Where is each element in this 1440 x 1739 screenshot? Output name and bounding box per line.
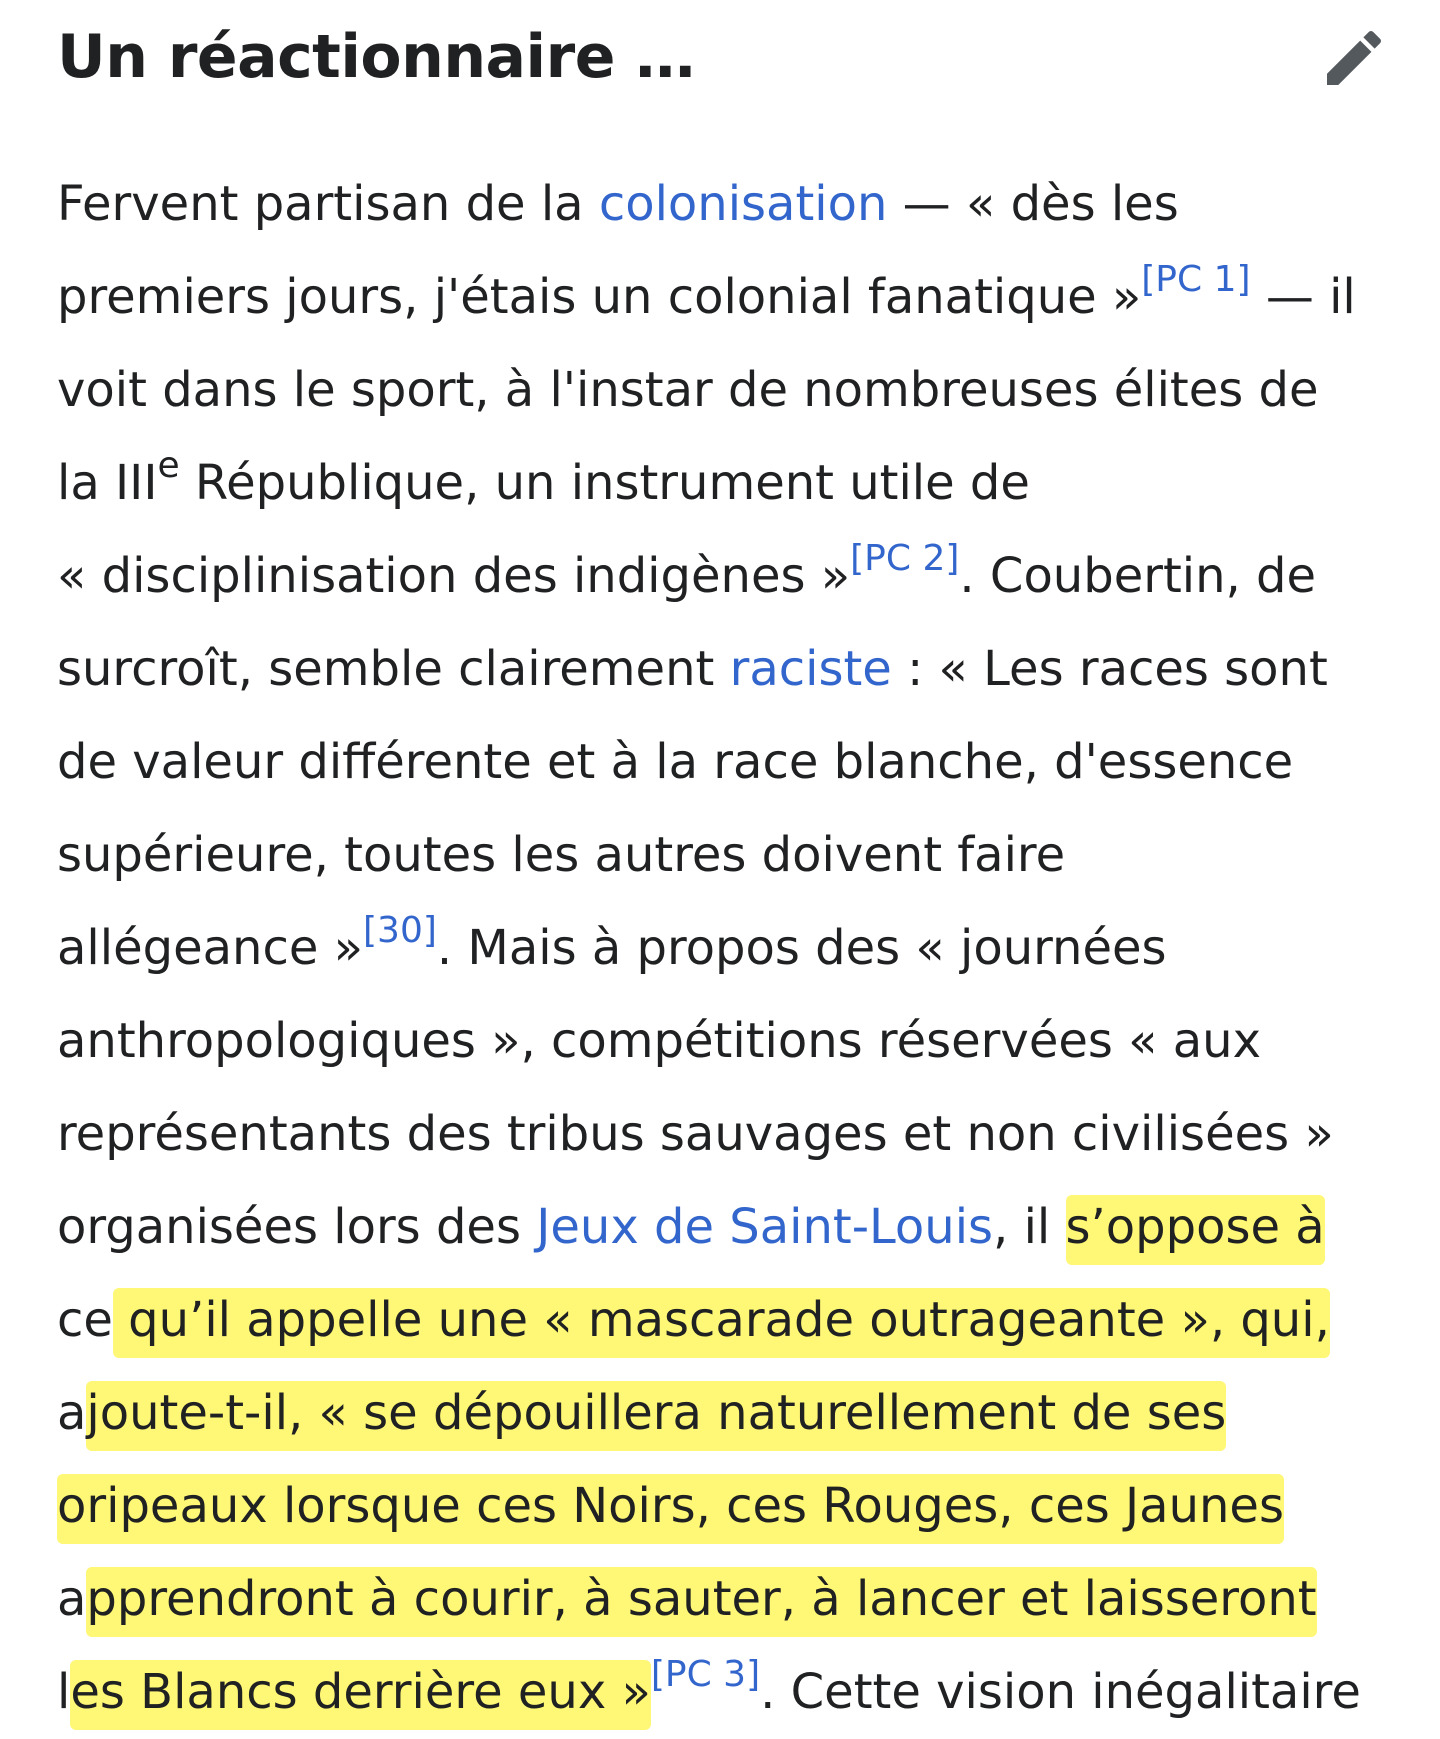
reference-link[interactable]: [PC 1] xyxy=(1141,259,1251,300)
text: « disciplinisation des indigènes » xyxy=(57,548,851,604)
text-line: voit dans le sport, à l'instar de nombreuses élites de xyxy=(57,362,1319,418)
text: la III xyxy=(57,455,158,511)
text-line xyxy=(57,437,1437,530)
reference-pc1[interactable] xyxy=(1141,259,1250,300)
text-line xyxy=(57,1274,1437,1367)
text-line xyxy=(57,1646,1437,1739)
text: . Coubertin, de xyxy=(959,548,1317,604)
text: ce xyxy=(57,1292,113,1348)
text-line xyxy=(57,1460,1437,1553)
text: , il xyxy=(993,1199,1066,1255)
text: . Cette vision inégalitaire xyxy=(760,1664,1361,1720)
reference-pc2[interactable] xyxy=(850,538,959,579)
reference-30[interactable] xyxy=(363,910,437,951)
text-line: anthropologiques », compétitions réservées « aux xyxy=(57,1013,1262,1069)
text: Fervent partisan de la xyxy=(57,176,599,232)
link-raciste[interactable]: raciste xyxy=(729,641,892,697)
text: . Mais à propos des « journées xyxy=(436,920,1167,976)
text: organisées lors des xyxy=(57,1199,537,1255)
text-line: supérieure, toutes les autres doivent faire xyxy=(57,827,1066,883)
text: allégeance » xyxy=(57,920,363,976)
edit-section-button[interactable] xyxy=(1318,22,1390,94)
text: — il xyxy=(1250,269,1356,325)
highlighted-text: qu’il appelle une « mascarade outrageante », qui, xyxy=(113,1288,1330,1358)
highlighted-text: oripeaux lorsque ces Noirs, ces Rouges, ces Jaunes xyxy=(57,1474,1284,1544)
text: l xyxy=(57,1664,71,1720)
text-line: représentants des tribus sauvages et non civilisées » xyxy=(57,1106,1334,1162)
link-jeux-de-saint-louis[interactable]: Jeux de Saint-Louis xyxy=(536,1199,994,1255)
link-colonisation[interactable]: colonisation xyxy=(598,176,888,232)
text-line xyxy=(57,251,1437,344)
reference-pc3[interactable] xyxy=(651,1654,760,1695)
superscript-e: e xyxy=(157,445,180,486)
reference-link[interactable]: [PC 2] xyxy=(850,538,960,579)
highlighted-text: s’oppose à xyxy=(1066,1195,1325,1265)
text-line xyxy=(57,1367,1437,1460)
text: a xyxy=(57,1571,87,1627)
section-heading xyxy=(57,18,1317,98)
reference-link[interactable]: [PC 3] xyxy=(650,1654,761,1695)
section-title: Un réactionnaire … xyxy=(57,22,695,92)
text-line xyxy=(57,1181,1437,1274)
text: — « dès les xyxy=(887,176,1179,232)
text: République, un instrument utile de xyxy=(179,455,1030,511)
highlighted-text: es Blancs derrière eux » xyxy=(70,1660,651,1730)
highlighted-text: joute-t-il, « se dépouillera naturellement de ses xyxy=(86,1381,1226,1451)
text-line: de valeur différente et à la race blanche, d'essence xyxy=(57,734,1294,790)
text-line xyxy=(57,623,1437,716)
text: : « Les races sont xyxy=(891,641,1328,697)
article-paragraph xyxy=(57,158,1437,1739)
text-line xyxy=(57,530,1437,623)
reference-link[interactable]: [30] xyxy=(363,910,437,951)
pencil-icon xyxy=(1318,22,1390,94)
text: a xyxy=(57,1385,87,1441)
highlighted-text: pprendront à courir, à sauter, à lancer et laisseront xyxy=(86,1567,1316,1637)
text-line xyxy=(57,902,1437,995)
text-line xyxy=(57,1553,1437,1646)
text: surcroît, semble clairement xyxy=(57,641,730,697)
text-line xyxy=(57,158,1437,251)
text: premiers jours, j'étais un colonial fanatique » xyxy=(57,269,1142,325)
